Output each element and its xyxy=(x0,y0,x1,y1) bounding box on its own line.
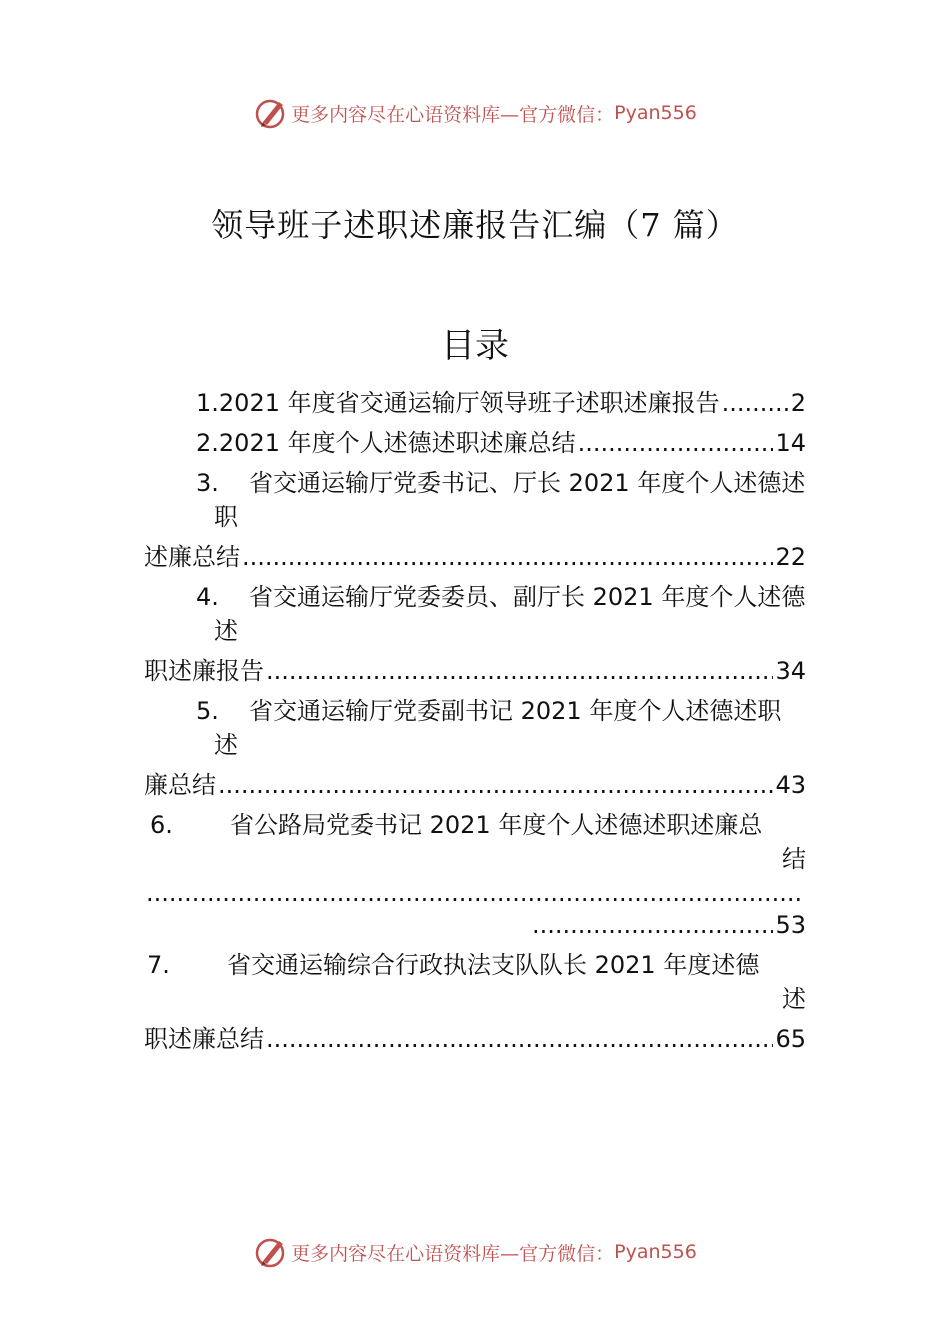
toc-entry-title-wrap: 述 xyxy=(782,985,806,1013)
toc-page-number: 2 xyxy=(790,389,806,417)
pen-logo-icon xyxy=(253,96,287,130)
toc-entry-title-tail: 职述廉报告 xyxy=(144,657,264,685)
toc-page-number: 65 xyxy=(775,1025,806,1053)
toc-entry-title: 省交通运输厅党委副书记 2021 年度个人述德述职 xyxy=(249,697,782,725)
toc-entry-4-last-line xyxy=(144,654,806,688)
toc-entry-title-tail: 廉总结 xyxy=(144,771,216,799)
toc-entry-number: 5. xyxy=(196,697,219,725)
document-title: 领导班子述职述廉报告汇编（7 篇） xyxy=(211,206,739,244)
toc-entry-title: 2.2021 年度个人述德述职述廉总结 xyxy=(196,429,576,457)
toc-page-number: 34 xyxy=(775,657,806,685)
toc-entry-title-wrap: 结 xyxy=(782,845,806,873)
toc-entry-number: 7. xyxy=(147,951,170,979)
toc-heading: 目录 xyxy=(441,326,509,366)
toc-entry-title-wrap: 述 xyxy=(214,617,238,645)
toc-page-number: 53 xyxy=(775,911,806,939)
toc-entry-title: 省交通运输厅党委书记、厅长 2021 年度个人述德述 xyxy=(249,469,806,497)
toc-leader xyxy=(532,908,773,942)
watermark-wechat-id: Pyan556 xyxy=(614,102,697,124)
toc-entry-1[interactable] xyxy=(196,386,806,420)
watermark-text: 更多内容尽在心语资料库—官方微信： xyxy=(291,1242,615,1265)
toc-entry-title: 省交通运输厅党委委员、副厅长 2021 年度个人述德 xyxy=(249,583,806,611)
toc-entry-title-tail: 职述廉总结 xyxy=(144,1025,264,1053)
toc-leader xyxy=(266,654,773,688)
toc-entry-title: 1.2021 年度省交通运输厅领导班子述职述廉报告 xyxy=(196,389,720,417)
toc-entry-number: 6. xyxy=(150,811,173,839)
toc-entry-number: 4. xyxy=(196,583,219,611)
toc-leader xyxy=(146,876,804,910)
toc-entry-7-last-line xyxy=(144,1022,806,1056)
toc-leader xyxy=(242,540,773,574)
pen-logo-icon xyxy=(253,1235,287,1269)
toc-page-number: 43 xyxy=(775,771,806,799)
watermark-text: 更多内容尽在心语资料库—官方微信： xyxy=(291,103,615,126)
footer-watermark xyxy=(0,1232,950,1272)
toc-leader xyxy=(578,426,774,460)
toc-entry-number: 3. xyxy=(196,469,219,497)
toc-entry-title-tail: 述廉总结 xyxy=(144,543,240,571)
toc-leader xyxy=(722,386,789,420)
toc-entry-6-last-line xyxy=(530,908,806,942)
toc-entry-title-wrap: 职 xyxy=(214,503,238,531)
toc-leader xyxy=(218,768,773,802)
toc-page-number: 22 xyxy=(775,543,806,571)
toc-leader-line xyxy=(144,876,806,910)
toc-entry-title: 省交通运输综合行政执法支队队长 2021 年度述德 xyxy=(227,951,760,979)
toc-leader xyxy=(266,1022,773,1056)
watermark-wechat-id: Pyan556 xyxy=(614,1241,697,1263)
header-watermark xyxy=(0,93,950,133)
toc-entry-2[interactable] xyxy=(196,426,806,460)
toc-page-number: 14 xyxy=(775,429,806,457)
toc-entry-title: 省公路局党委书记 2021 年度个人述德述职述廉总 xyxy=(230,811,763,839)
toc-entry-5-last-line xyxy=(144,768,806,802)
toc-entry-title-wrap: 述 xyxy=(214,731,238,759)
toc-entry-3-last-line xyxy=(144,540,806,574)
